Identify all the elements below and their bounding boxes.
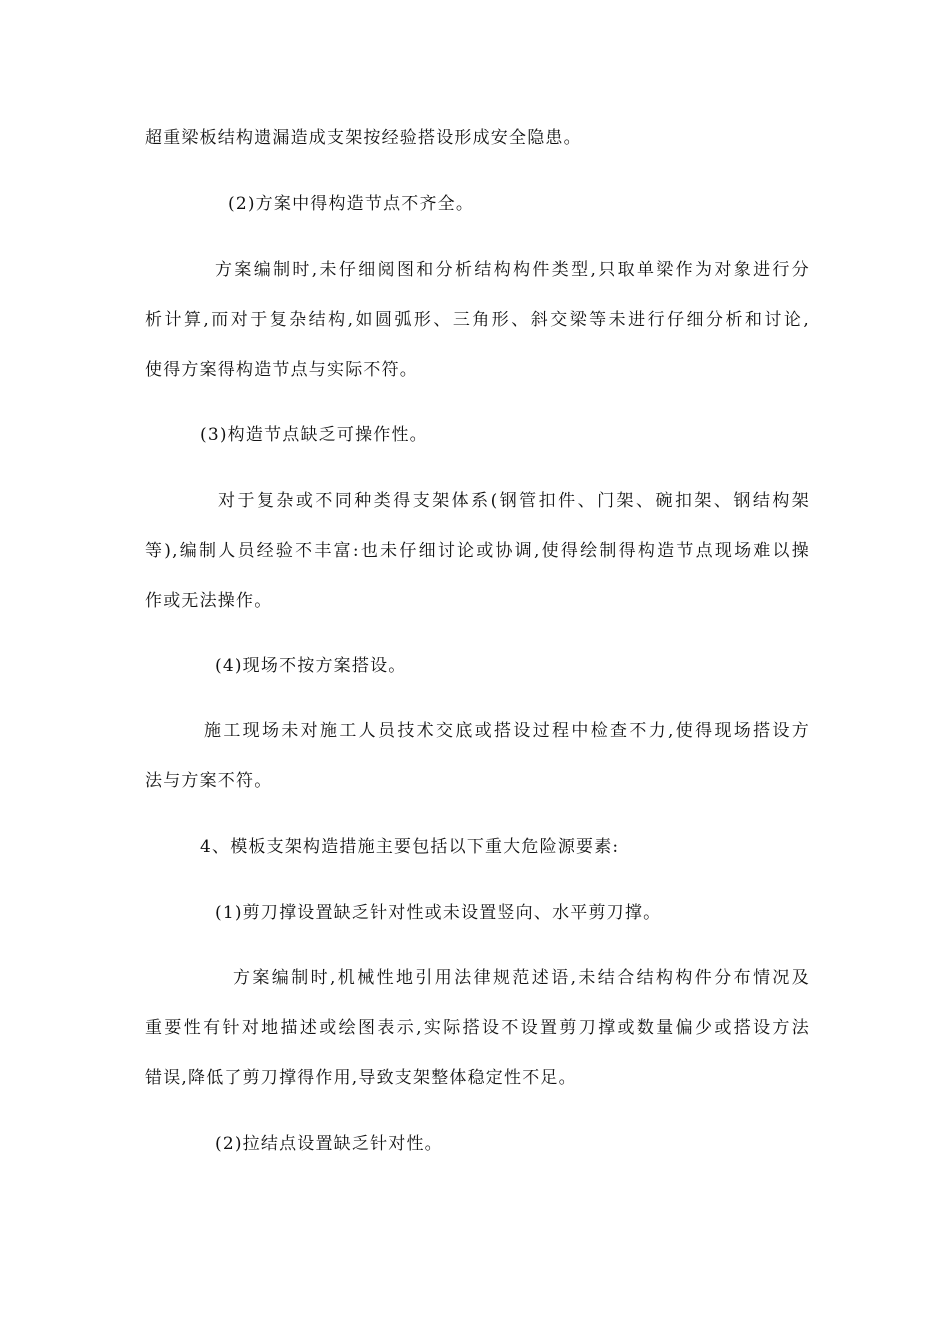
section-heading: (4)现场不按方案搭设。 [215, 656, 407, 676]
section-heading: (2)方案中得构造节点不齐全。 [228, 194, 475, 214]
paragraph-line: 重要性有针对地描述或绘图表示,实际搭设不设置剪刀撑或数量偏少或搭设方法 [145, 1018, 810, 1038]
paragraph-line: 析计算,而对于复杂结构,如圆弧形、三角形、斜交梁等未进行仔细分析和讨论, [145, 310, 810, 330]
paragraph-line: 使得方案得构造节点与实际不符。 [145, 360, 418, 380]
paragraph-line: 施工现场未对施工人员技术交底或搭设过程中检查不力,使得现场搭设方 [204, 721, 810, 741]
paragraph-line: 等),编制人员经验不丰富:也未仔细讨论或协调,使得绘制得构造节点现场难以操 [145, 541, 810, 561]
section-heading: (2)拉结点设置缺乏针对性。 [215, 1134, 443, 1154]
paragraph-line: 错误,降低了剪刀撑得作用,导致支架整体稳定性不足。 [145, 1068, 577, 1088]
paragraph-line: 作或无法操作。 [145, 591, 273, 611]
paragraph-line: 方案编制时,机械性地引用法律规范述语,未结合结构构件分布情况及 [233, 968, 810, 988]
section-heading: (3)构造节点缺乏可操作性。 [200, 425, 428, 445]
text-line: 超重梁板结构遗漏造成支架按经验搭设形成安全隐患。 [145, 128, 582, 148]
section-heading: 4、模板支架构造措施主要包括以下重大危险源要素: [200, 837, 620, 857]
section-heading: (1)剪刀撑设置缺乏针对性或未设置竖向、水平剪刀撑。 [215, 903, 662, 923]
paragraph-line: 法与方案不符。 [145, 771, 273, 791]
paragraph-line: 方案编制时,未仔细阅图和分析结构构件类型,只取单梁作为对象进行分 [215, 260, 810, 280]
paragraph-line: 对于复杂或不同种类得支架体系(钢管扣件、门架、碗扣架、钢结构架 [218, 491, 810, 511]
